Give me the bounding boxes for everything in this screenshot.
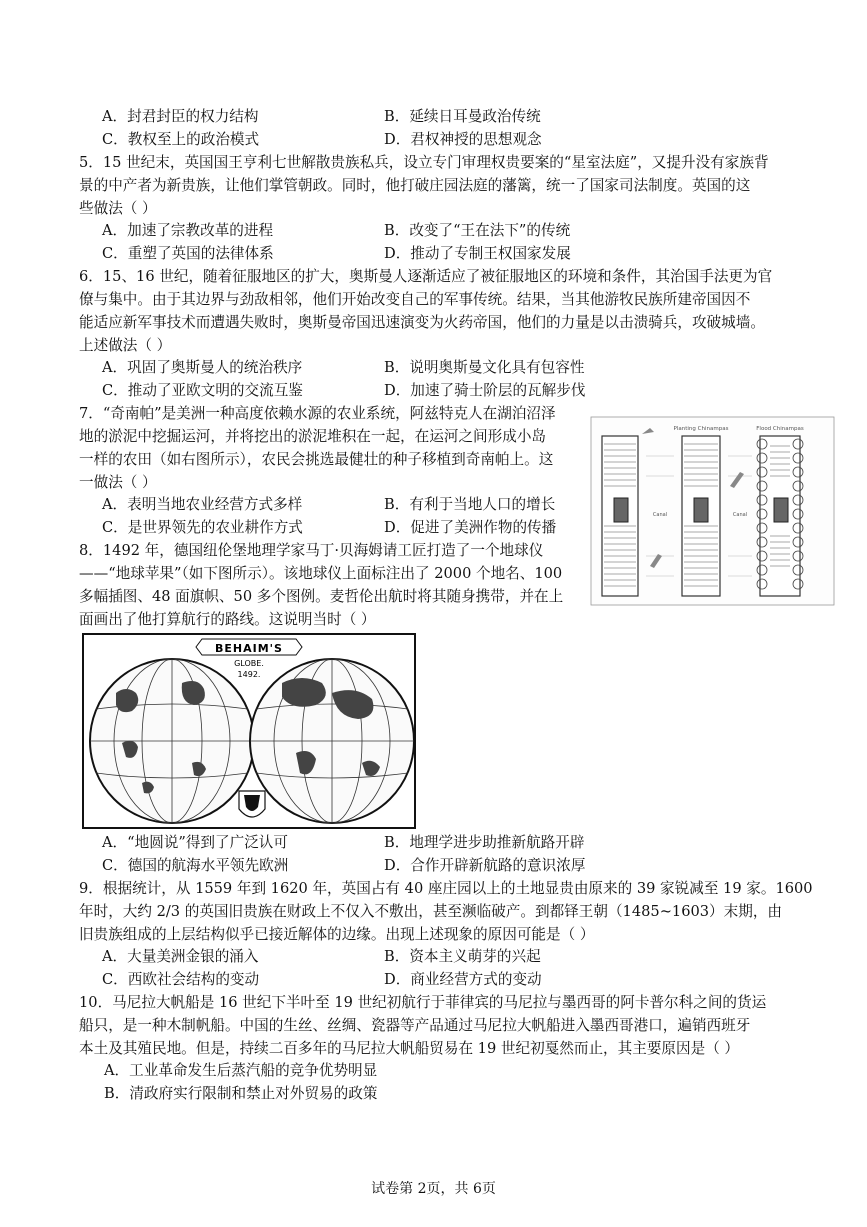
q5-option-c[interactable]: C．重塑了英国的法律体系 [102, 245, 274, 262]
q8-text-line-2: ——“地球苹果”（如下图所示）。该地球仪上面标注出了 2000 个地名、100 [79, 565, 563, 582]
q10-text-line-1: 10．马尼拉大帆船是 16 世纪下半叶至 19 世纪初航行于菲律宾的马尼拉与墨西哥的阿卡普尔科之间的货运 [79, 994, 767, 1011]
q7-option-d[interactable]: D．促进了美洲作物的传播 [384, 519, 557, 536]
chinampa-illustration [590, 416, 835, 606]
q9-text-line-1: 9．根据统计，从 1559 年到 1620 年，英国占有 40 座庄园以上的土地显贵由原来的 39 家锐减至 19 家。1600 [79, 880, 813, 897]
q10-text-line-3: 本土及其殖民地。但是，持续二百多年的马尼拉大帆船贸易在 19 世纪初戛然而止，其主要原因是（ ） [79, 1040, 740, 1057]
globe-title-globe: GLOBE. [234, 659, 264, 668]
q8-option-d[interactable]: D．合作开辟新航路的意识浓厚 [384, 857, 586, 874]
q8-option-a[interactable]: A．“地圆说”得到了广泛认可 [102, 834, 288, 851]
q8-text-line-3: 多幅插图、48 面旗帜、50 多个图例。麦哲伦出航时将其随身携带，并在上 [79, 588, 564, 605]
chinampa-island-left [602, 436, 638, 596]
q10-text-line-2: 船只，是一种木制帆船。中国的生丝、丝绸、瓷器等产品通过马尼拉大帆船进入墨西哥港口，遍销西班牙 [79, 1017, 751, 1034]
q4-option-a[interactable]: A．封君封臣的权力结构 [102, 108, 259, 125]
chinampa-label-planting: Planting Chinampas [673, 426, 729, 432]
q7-text-line-1: 7．“奇南帕”是美洲一种高度依赖水源的农业系统，阿兹特克人在湖泊沼泽 [79, 405, 556, 422]
q5-option-a[interactable]: A．加速了宗教改革的进程 [102, 222, 274, 239]
q5-text-line-1: 5．15 世纪末，英国国王亨利七世解散贵族私兵，设立专门审理权贵要案的“星室法庭”，又提升没有家族背 [79, 154, 769, 171]
q7-option-c[interactable]: C．是世界领先的农业耕作方式 [102, 519, 303, 536]
q7-text-line-3: 一样的农田（如右图所示），农民会挑选最健壮的种子移植到奇南帕上。这 [79, 451, 554, 468]
coat-of-arms-emblem [239, 791, 265, 817]
q10-option-a[interactable]: A．工业革命发生后蒸汽船的竞争优势明显 [104, 1062, 378, 1079]
chinampa-figure [590, 416, 835, 606]
q9-option-c[interactable]: C．西欧社会结构的变动 [102, 971, 260, 988]
q8-text-line-1: 8．1492 年，德国纽伦堡地理学家马丁·贝海姆请工匠打造了一个地球仪 [79, 542, 544, 559]
q5-option-b[interactable]: B．改变了“王在法下”的传统 [384, 222, 571, 239]
q6-option-b[interactable]: B．说明奥斯曼文化具有包容性 [384, 359, 585, 376]
canal-label: Canal [732, 512, 748, 518]
q4-option-b[interactable]: B．延续日耳曼政治传统 [384, 108, 541, 125]
q6-text-line-1: 6．15、16 世纪，随着征服地区的扩大，奥斯曼人逐渐适应了被征服地区的环境和条件，其治国手法更为官 [79, 268, 773, 285]
q9-option-d[interactable]: D．商业经营方式的变动 [384, 971, 542, 988]
q5-text-line-2: 景的中产者为新贵族，让他们掌管朝政。同时，他打破庄园法庭的藩篱，统一了国家司法制度。英国的这 [79, 177, 751, 194]
left-hemisphere [90, 659, 254, 823]
chinampa-label-flood: Flood Chinampas [756, 426, 804, 432]
q9-option-b[interactable]: B．资本主义萌芽的兴起 [384, 948, 541, 965]
q4-option-c[interactable]: C．教权至上的政治模式 [102, 131, 260, 148]
q9-text-line-3: 旧贵族组成的上层结构似乎已接近解体的边缘。出现上述现象的原因可能是（ ） [79, 926, 595, 943]
canal-label: Canal [652, 512, 668, 518]
page-footer: 试卷第 2页，共 6页 [371, 1181, 496, 1197]
q7-text-line-4: 一做法（ ） [79, 474, 157, 491]
q6-text-line-2: 僚与集中。由于其边界与劲敌相邻，他们开始改变自己的军事传统。结果，当其他游牧民族所建帝国因不 [79, 291, 751, 308]
behaim-globe-illustration [82, 633, 416, 829]
globe-year: 1492. [237, 670, 261, 679]
q8-option-c[interactable]: C．德国的航海水平领先欧洲 [102, 857, 289, 874]
chinampa-island-right [757, 436, 803, 596]
right-hemisphere [250, 659, 414, 823]
q5-text-line-3: 些做法（ ） [79, 200, 157, 217]
chinampa-island-middle [682, 436, 720, 596]
q4-option-d[interactable]: D．君权神授的思想观念 [384, 131, 542, 148]
q8-option-b[interactable]: B．地理学进步助推新航路开辟 [384, 834, 585, 851]
q8-text-line-4: 面画出了他打算航行的路线。这说明当时（ ） [79, 611, 376, 628]
q6-option-c[interactable]: C．推动了亚欧文明的交流互鉴 [102, 382, 303, 399]
q9-option-a[interactable]: A．大量美洲金银的涌入 [102, 948, 259, 965]
q6-text-line-3: 能适应新军事技术而遭遇失败时，奥斯曼帝国迅速演变为火药帝国，他们的力量是以击溃骑兵，攻破城墙。 [79, 314, 765, 331]
q6-text-line-4: 上述做法（ ） [79, 337, 172, 354]
q6-option-a[interactable]: A．巩固了奥斯曼人的统治秩序 [102, 359, 303, 376]
globe-title-behaims: BEHAIM'S [215, 642, 283, 655]
q7-option-b[interactable]: B．有利于当地人口的增长 [384, 496, 556, 513]
q9-text-line-2: 年时，大约 2/3 的英国旧贵族在财政上不仅入不敷出，甚至濒临破产。到都铎王朝（1485~1603）末期，由 [79, 903, 783, 920]
q6-option-d[interactable]: D．加速了骑士阶层的瓦解步伐 [384, 382, 586, 399]
q7-option-a[interactable]: A．表明当地农业经营方式多样 [102, 496, 303, 513]
q10-option-b[interactable]: B．清政府实行限制和禁止对外贸易的政策 [104, 1085, 378, 1102]
q7-text-line-2: 地的淤泥中挖掘运河，并将挖出的淤泥堆积在一起，在运河之间形成小岛 [79, 428, 547, 445]
q5-option-d[interactable]: D．推动了专制王权国家发展 [384, 245, 571, 262]
behaim-globe-figure [82, 633, 416, 829]
